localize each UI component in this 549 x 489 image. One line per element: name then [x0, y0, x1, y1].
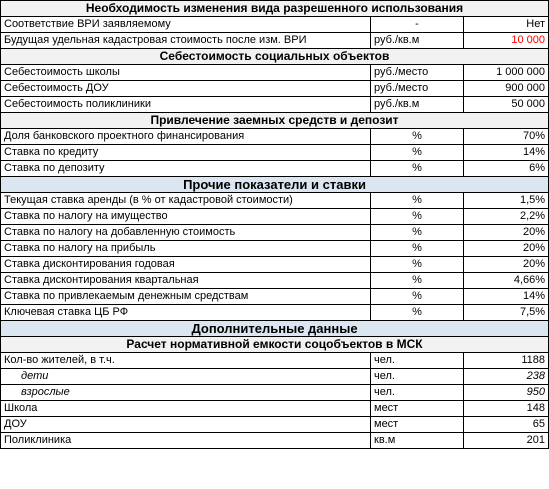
- row-label-cell[interactable]: дети: [1, 369, 371, 385]
- section-header: [1, 177, 549, 193]
- row-unit-cell[interactable]: %: [371, 161, 464, 177]
- row-value-cell[interactable]: 65: [464, 417, 549, 433]
- row-label-cell[interactable]: Ставка дисконтирования квартальная: [1, 273, 371, 289]
- table-row: [1, 145, 549, 161]
- section-header: [1, 321, 549, 337]
- row-unit-cell[interactable]: %: [371, 209, 464, 225]
- section-title[interactable]: Расчет нормативной емкости соцобъектов в МСК: [1, 337, 549, 353]
- row-value-cell[interactable]: 14%: [464, 145, 549, 161]
- table-row: [1, 417, 549, 433]
- row-unit-cell[interactable]: %: [371, 145, 464, 161]
- row-label-cell[interactable]: Ставка по привлекаемым денежным средствам: [1, 289, 371, 305]
- row-value-cell[interactable]: 7,5%: [464, 305, 549, 321]
- table-row: [1, 209, 549, 225]
- row-value-cell[interactable]: 950: [464, 385, 549, 401]
- table-row: [1, 241, 549, 257]
- row-value-cell[interactable]: 1,5%: [464, 193, 549, 209]
- row-label-cell[interactable]: взрослые: [1, 385, 371, 401]
- row-label-cell[interactable]: Школа: [1, 401, 371, 417]
- row-value-cell[interactable]: 4,66%: [464, 273, 549, 289]
- section-title[interactable]: Привлечение заемных средств и депозит: [1, 113, 549, 129]
- table-row: [1, 81, 549, 97]
- row-unit-cell[interactable]: чел.: [371, 353, 464, 369]
- row-label-cell[interactable]: Будущая удельная кадастровая стоимость после изм. ВРИ: [1, 33, 371, 49]
- table-row: [1, 257, 549, 273]
- row-unit-cell[interactable]: чел.: [371, 385, 464, 401]
- row-label-cell[interactable]: Себестоимость школы: [1, 65, 371, 81]
- row-unit-cell[interactable]: %: [371, 257, 464, 273]
- table-row: [1, 193, 549, 209]
- row-unit-cell[interactable]: мест: [371, 401, 464, 417]
- table-row: [1, 289, 549, 305]
- row-value-cell[interactable]: 2,2%: [464, 209, 549, 225]
- table-row: [1, 65, 549, 81]
- row-label-cell[interactable]: Себестоимость ДОУ: [1, 81, 371, 97]
- row-unit-cell[interactable]: руб./кв.м: [371, 97, 464, 113]
- row-label-cell[interactable]: Ставка по кредиту: [1, 145, 371, 161]
- table-row: [1, 161, 549, 177]
- row-unit-cell[interactable]: руб./место: [371, 81, 464, 97]
- table-row: [1, 385, 549, 401]
- section-header: [1, 49, 549, 65]
- row-unit-cell[interactable]: кв.м: [371, 433, 464, 449]
- table-row: [1, 401, 549, 417]
- section-header: [1, 113, 549, 129]
- row-label-cell[interactable]: Ставка дисконтирования годовая: [1, 257, 371, 273]
- row-label-cell[interactable]: Поликлиника: [1, 433, 371, 449]
- table-row: [1, 225, 549, 241]
- row-label-cell[interactable]: Ставка по налогу на имущество: [1, 209, 371, 225]
- row-unit-cell[interactable]: %: [371, 225, 464, 241]
- row-value-cell[interactable]: Нет: [464, 17, 549, 33]
- row-value-cell[interactable]: 6%: [464, 161, 549, 177]
- row-value-cell[interactable]: 148: [464, 401, 549, 417]
- table-row: [1, 433, 549, 449]
- sheet-body: [1, 1, 549, 449]
- table-row: [1, 353, 549, 369]
- row-value-cell[interactable]: 1 000 000: [464, 65, 549, 81]
- section-title[interactable]: Прочие показатели и ставки: [1, 177, 549, 193]
- section-title[interactable]: Дополнительные данные: [1, 321, 549, 337]
- row-unit-cell[interactable]: %: [371, 273, 464, 289]
- table-row: [1, 33, 549, 49]
- row-unit-cell[interactable]: чел.: [371, 369, 464, 385]
- row-unit-cell[interactable]: -: [371, 17, 464, 33]
- table-row: [1, 369, 549, 385]
- table-row: [1, 97, 549, 113]
- row-unit-cell[interactable]: мест: [371, 417, 464, 433]
- row-unit-cell[interactable]: %: [371, 241, 464, 257]
- row-unit-cell[interactable]: %: [371, 289, 464, 305]
- row-label-cell[interactable]: Кол-во жителей, в т.ч.: [1, 353, 371, 369]
- row-value-cell[interactable]: 20%: [464, 257, 549, 273]
- table-row: [1, 17, 549, 33]
- row-label-cell[interactable]: Текущая ставка аренды (в % от кадастровой стоимости): [1, 193, 371, 209]
- section-title[interactable]: Необходимость изменения вида разрешенного использования: [1, 1, 549, 17]
- row-value-cell[interactable]: 201: [464, 433, 549, 449]
- table-row: [1, 129, 549, 145]
- table-row: [1, 305, 549, 321]
- row-label-cell[interactable]: Ставка по налогу на добавленную стоимость: [1, 225, 371, 241]
- row-unit-cell[interactable]: %: [371, 129, 464, 145]
- section-title[interactable]: Себестоимость социальных объектов: [1, 49, 549, 65]
- row-value-cell[interactable]: 238: [464, 369, 549, 385]
- row-label-cell[interactable]: Доля банковского проектного финансирования: [1, 129, 371, 145]
- row-unit-cell[interactable]: руб./место: [371, 65, 464, 81]
- row-value-cell[interactable]: 20%: [464, 241, 549, 257]
- section-header: [1, 337, 549, 353]
- row-label-cell[interactable]: Ставка по налогу на прибыль: [1, 241, 371, 257]
- row-label-cell[interactable]: Себестоимость поликлиники: [1, 97, 371, 113]
- row-label-cell[interactable]: Соответствие ВРИ заявляемому: [1, 17, 371, 33]
- row-value-cell[interactable]: 1188: [464, 353, 549, 369]
- row-value-cell[interactable]: 14%: [464, 289, 549, 305]
- table-row: [1, 273, 549, 289]
- section-header: [1, 1, 549, 17]
- row-value-cell[interactable]: 10 000: [464, 33, 549, 49]
- row-value-cell[interactable]: 70%: [464, 129, 549, 145]
- row-unit-cell[interactable]: %: [371, 193, 464, 209]
- row-value-cell[interactable]: 20%: [464, 225, 549, 241]
- row-value-cell[interactable]: 900 000: [464, 81, 549, 97]
- row-unit-cell[interactable]: руб./кв.м: [371, 33, 464, 49]
- row-value-cell[interactable]: 50 000: [464, 97, 549, 113]
- row-label-cell[interactable]: Ключевая ставка ЦБ РФ: [1, 305, 371, 321]
- row-label-cell[interactable]: Ставка по депозиту: [1, 161, 371, 177]
- row-unit-cell[interactable]: %: [371, 305, 464, 321]
- row-label-cell[interactable]: ДОУ: [1, 417, 371, 433]
